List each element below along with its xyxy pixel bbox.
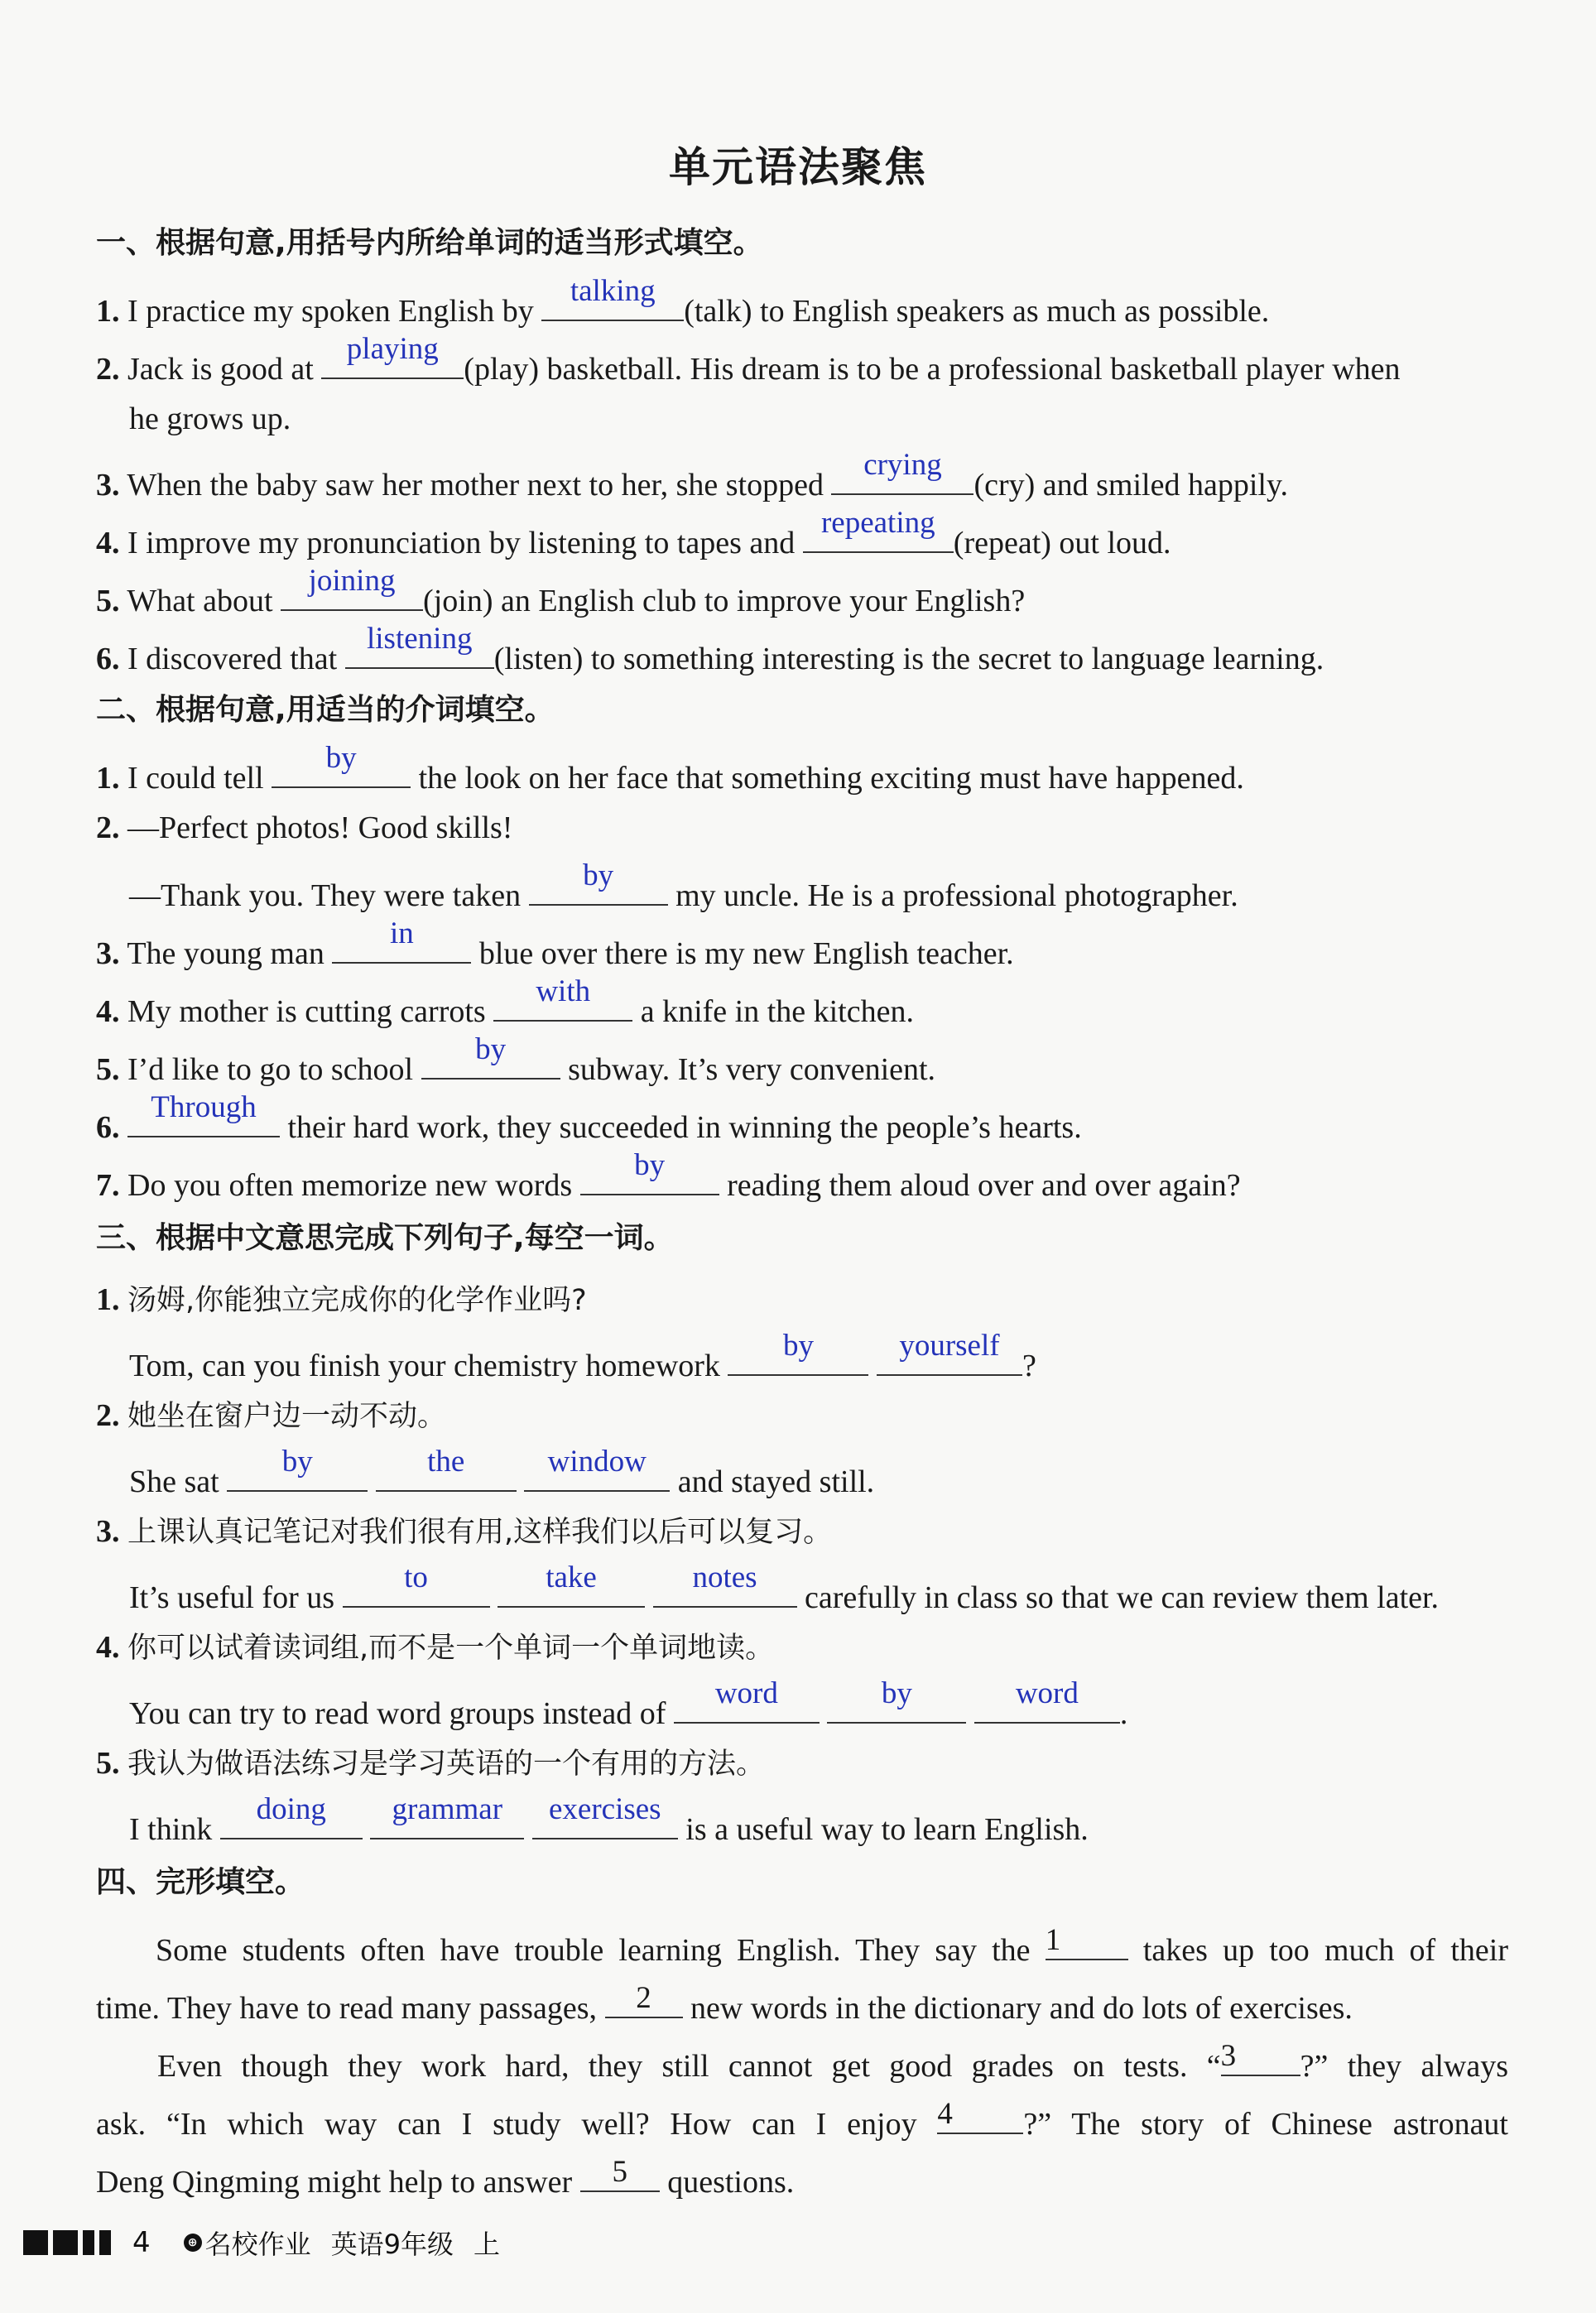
- answer-blank: grammar: [370, 1801, 524, 1839]
- section-2-heading: 二、根据句意,用适当的介词填空。: [96, 693, 555, 727]
- section-1-heading: 一、根据句意,用括号内所给单词的适当形式填空。: [96, 226, 763, 260]
- p3-item-5-english: I think doing grammar exercises is a useful way to learn English.: [129, 1792, 1089, 1847]
- footer-volume: 上: [474, 2229, 501, 2260]
- answer-blank: listening: [345, 631, 494, 669]
- p2-item-3: 3. The young man in blue over there is my new English teacher.: [96, 916, 1014, 971]
- footer-bars-decoration: [23, 2230, 111, 2255]
- p3-item-1-english: Tom, can you finish your chemistry homework by yourself ?: [129, 1329, 1036, 1383]
- cloze-blank-5: 5: [580, 2154, 660, 2192]
- answer-blank: by: [421, 1041, 560, 1080]
- answer-blank: the: [376, 1454, 517, 1492]
- p2-item-1: 1. I could tell by the look on her face that something exciting must have happened.: [96, 741, 1244, 796]
- answer-blank: in: [332, 926, 471, 964]
- p1-item-5: 5. What about joining (join) an English club to improve your English?: [96, 564, 1026, 618]
- p2-item-2: 2. —Perfect photos! Good skills!: [96, 810, 513, 845]
- answer-blank: take: [498, 1570, 645, 1608]
- page-footer: [23, 2222, 520, 2263]
- answer-blank: repeating: [803, 515, 954, 553]
- brand-logo-icon: ⊕: [184, 2234, 202, 2252]
- p1-item-4: 4. I improve my pronunciation by listening to tapes and repeating (repeat) out loud.: [96, 506, 1171, 560]
- answer-blank: crying: [831, 457, 973, 495]
- p3-item-1-chinese: 1. 汤姆,你能独立完成你的化学作业吗?: [96, 1282, 587, 1317]
- p3-item-4-chinese: 4. 你可以试着读词组,而不是一个单词一个单词地读。: [96, 1630, 775, 1665]
- p3-item-5-chinese: 5. 我认为做语法练习是学习英语的一个有用的方法。: [96, 1746, 766, 1781]
- answer-blank: by: [529, 868, 668, 906]
- p1-item-6: 6. I discovered that listening (listen) to something interesting is the secret to language learning.: [96, 622, 1324, 676]
- p2-item-2-reply: —Thank you. They were taken by my uncle. He is a professional photographer.: [129, 858, 1238, 913]
- answer-blank: by: [728, 1338, 868, 1376]
- answer-blank: word: [674, 1685, 820, 1724]
- p1-item-3: 3. When the baby saw her mother next to her, she stopped crying (cry) and smiled happily.: [96, 448, 1288, 503]
- cloze-blank-2: 2: [605, 1980, 683, 2018]
- answer-blank: to: [343, 1570, 490, 1608]
- answer-blank: joining: [281, 573, 423, 611]
- page-title: 单元语法聚焦: [669, 142, 927, 191]
- answer-blank: yourself: [877, 1338, 1022, 1376]
- p1-item-2-continued: he grows up.: [129, 402, 291, 436]
- cloze-p1-line2: time. They have to read many passages, 2 new words in the dictionary and do lots of exercises.: [96, 1981, 1353, 2026]
- answer-blank: notes: [653, 1570, 797, 1608]
- cloze-blank-4: 4: [937, 2096, 1023, 2134]
- answer-blank: by: [827, 1685, 966, 1724]
- cloze-p2-line1: Even though they work hard, they still cannot get good grades on tests. “ 3 ?” they always: [157, 2039, 1508, 2084]
- answer-blank: doing: [220, 1801, 363, 1839]
- answer-blank: by: [272, 750, 411, 788]
- p3-item-2-chinese: 2. 她坐在窗户边一动不动。: [96, 1398, 447, 1433]
- p2-item-7: 7. Do you often memorize new words by reading them aloud over and over again?: [96, 1148, 1241, 1203]
- answer-blank: playing: [321, 341, 464, 379]
- section-4-heading: 四、完形填空。: [96, 1865, 305, 1899]
- answer-blank: Through: [127, 1099, 280, 1137]
- p3-item-4-english: You can try to read word groups instead of word by word .: [129, 1676, 1128, 1731]
- p2-item-4: 4. My mother is cutting carrots with a knife in the kitchen.: [96, 974, 914, 1029]
- cloze-blank-1: 1: [1046, 1922, 1128, 1960]
- cloze-p1-line1: Some students often have trouble learning English. They say the 1 takes up too much of their: [156, 1923, 1508, 1968]
- p3-item-3-chinese: 3. 上课认真记笔记对我们很有用,这样我们以后可以复习。: [96, 1514, 833, 1549]
- p3-item-3-english: It’s useful for us to take notes carefully in class so that we can review them later.: [129, 1560, 1440, 1615]
- answer-blank: word: [974, 1685, 1120, 1724]
- footer-brand: 名校作业: [204, 2229, 311, 2260]
- answer-blank: exercises: [532, 1801, 678, 1839]
- cloze-blank-3: 3: [1221, 2038, 1300, 2076]
- answer-blank: by: [580, 1157, 719, 1195]
- page-number: 4: [132, 2226, 151, 2259]
- answer-blank: talking: [541, 283, 684, 321]
- p1-item-1: 1. I practice my spoken English by talking (talk) to English speakers as much as possible.: [96, 274, 1270, 329]
- footer-subject: 英语9年级: [330, 2229, 454, 2260]
- cloze-p2-line2: ask. “In which way can I study well? How can I enjoy 4 ?” The story of Chinese astronaut: [96, 2097, 1508, 2142]
- p2-item-6: 6. Through their hard work, they succeeded in winning the people’s hearts.: [96, 1090, 1082, 1145]
- p2-item-5: 5. I’d like to go to school by subway. It’s very convenient.: [96, 1032, 936, 1087]
- p1-item-2: 2. Jack is good at playing (play) basketball. His dream is to be a professional basketball player when: [96, 332, 1401, 387]
- p3-item-2-english: She sat by the window and stayed still.: [129, 1445, 875, 1499]
- answer-blank: with: [493, 983, 632, 1022]
- answer-blank: window: [524, 1454, 670, 1492]
- cloze-p2-line3: Deng Qingming might help to answer 5 questions.: [96, 2155, 795, 2200]
- answer-blank: by: [227, 1454, 368, 1492]
- section-3-heading: 三、根据中文意思完成下列句子,每空一词。: [96, 1221, 674, 1255]
